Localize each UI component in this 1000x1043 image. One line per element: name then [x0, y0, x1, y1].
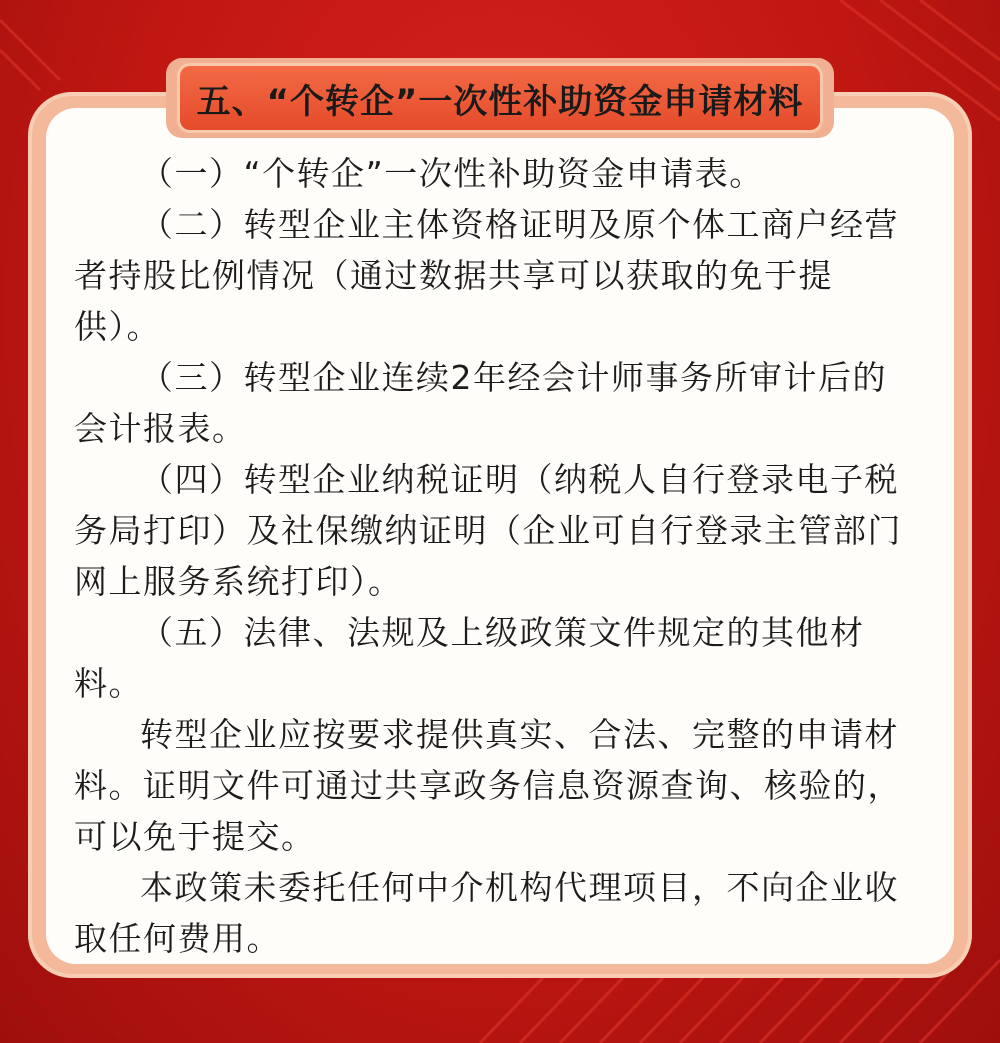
paragraph-item-5: （五）法律、法规及上级政策文件规定的其他材料。: [74, 613, 865, 703]
paragraph-item-4: （四）转型企业纳税证明（纳税人自行登录电子税务局打印）及社保缴纳证明（企业可自行登录主管部门网上服务系统打印）。: [74, 460, 902, 601]
paragraph-item-2: （二）转型企业主体资格证明及原个体工商户经营者持股比例情况（通过数据共享可以获取的免于提供）。: [74, 205, 899, 346]
paragraph-no-fee: 本政策未委托任何中介机构代理项目，不向企业收取任何费用。: [74, 868, 899, 958]
paragraph-requirement: 转型企业应按要求提供真实、合法、完整的申请材料。证明文件可通过共享政务信息资源查询、核验的，可以免于提交。: [74, 715, 902, 856]
title-banner: [180, 66, 820, 130]
page-title: 五、“个转企”一次性补助资金申请材料: [196, 81, 804, 122]
document-body: [74, 148, 914, 964]
paragraph-item-3: （三）转型企业连续2年经会计师事务所审计后的会计报表。: [74, 358, 887, 448]
paragraph-item-1: （一）“个转企”一次性补助资金申请表。: [140, 154, 764, 193]
